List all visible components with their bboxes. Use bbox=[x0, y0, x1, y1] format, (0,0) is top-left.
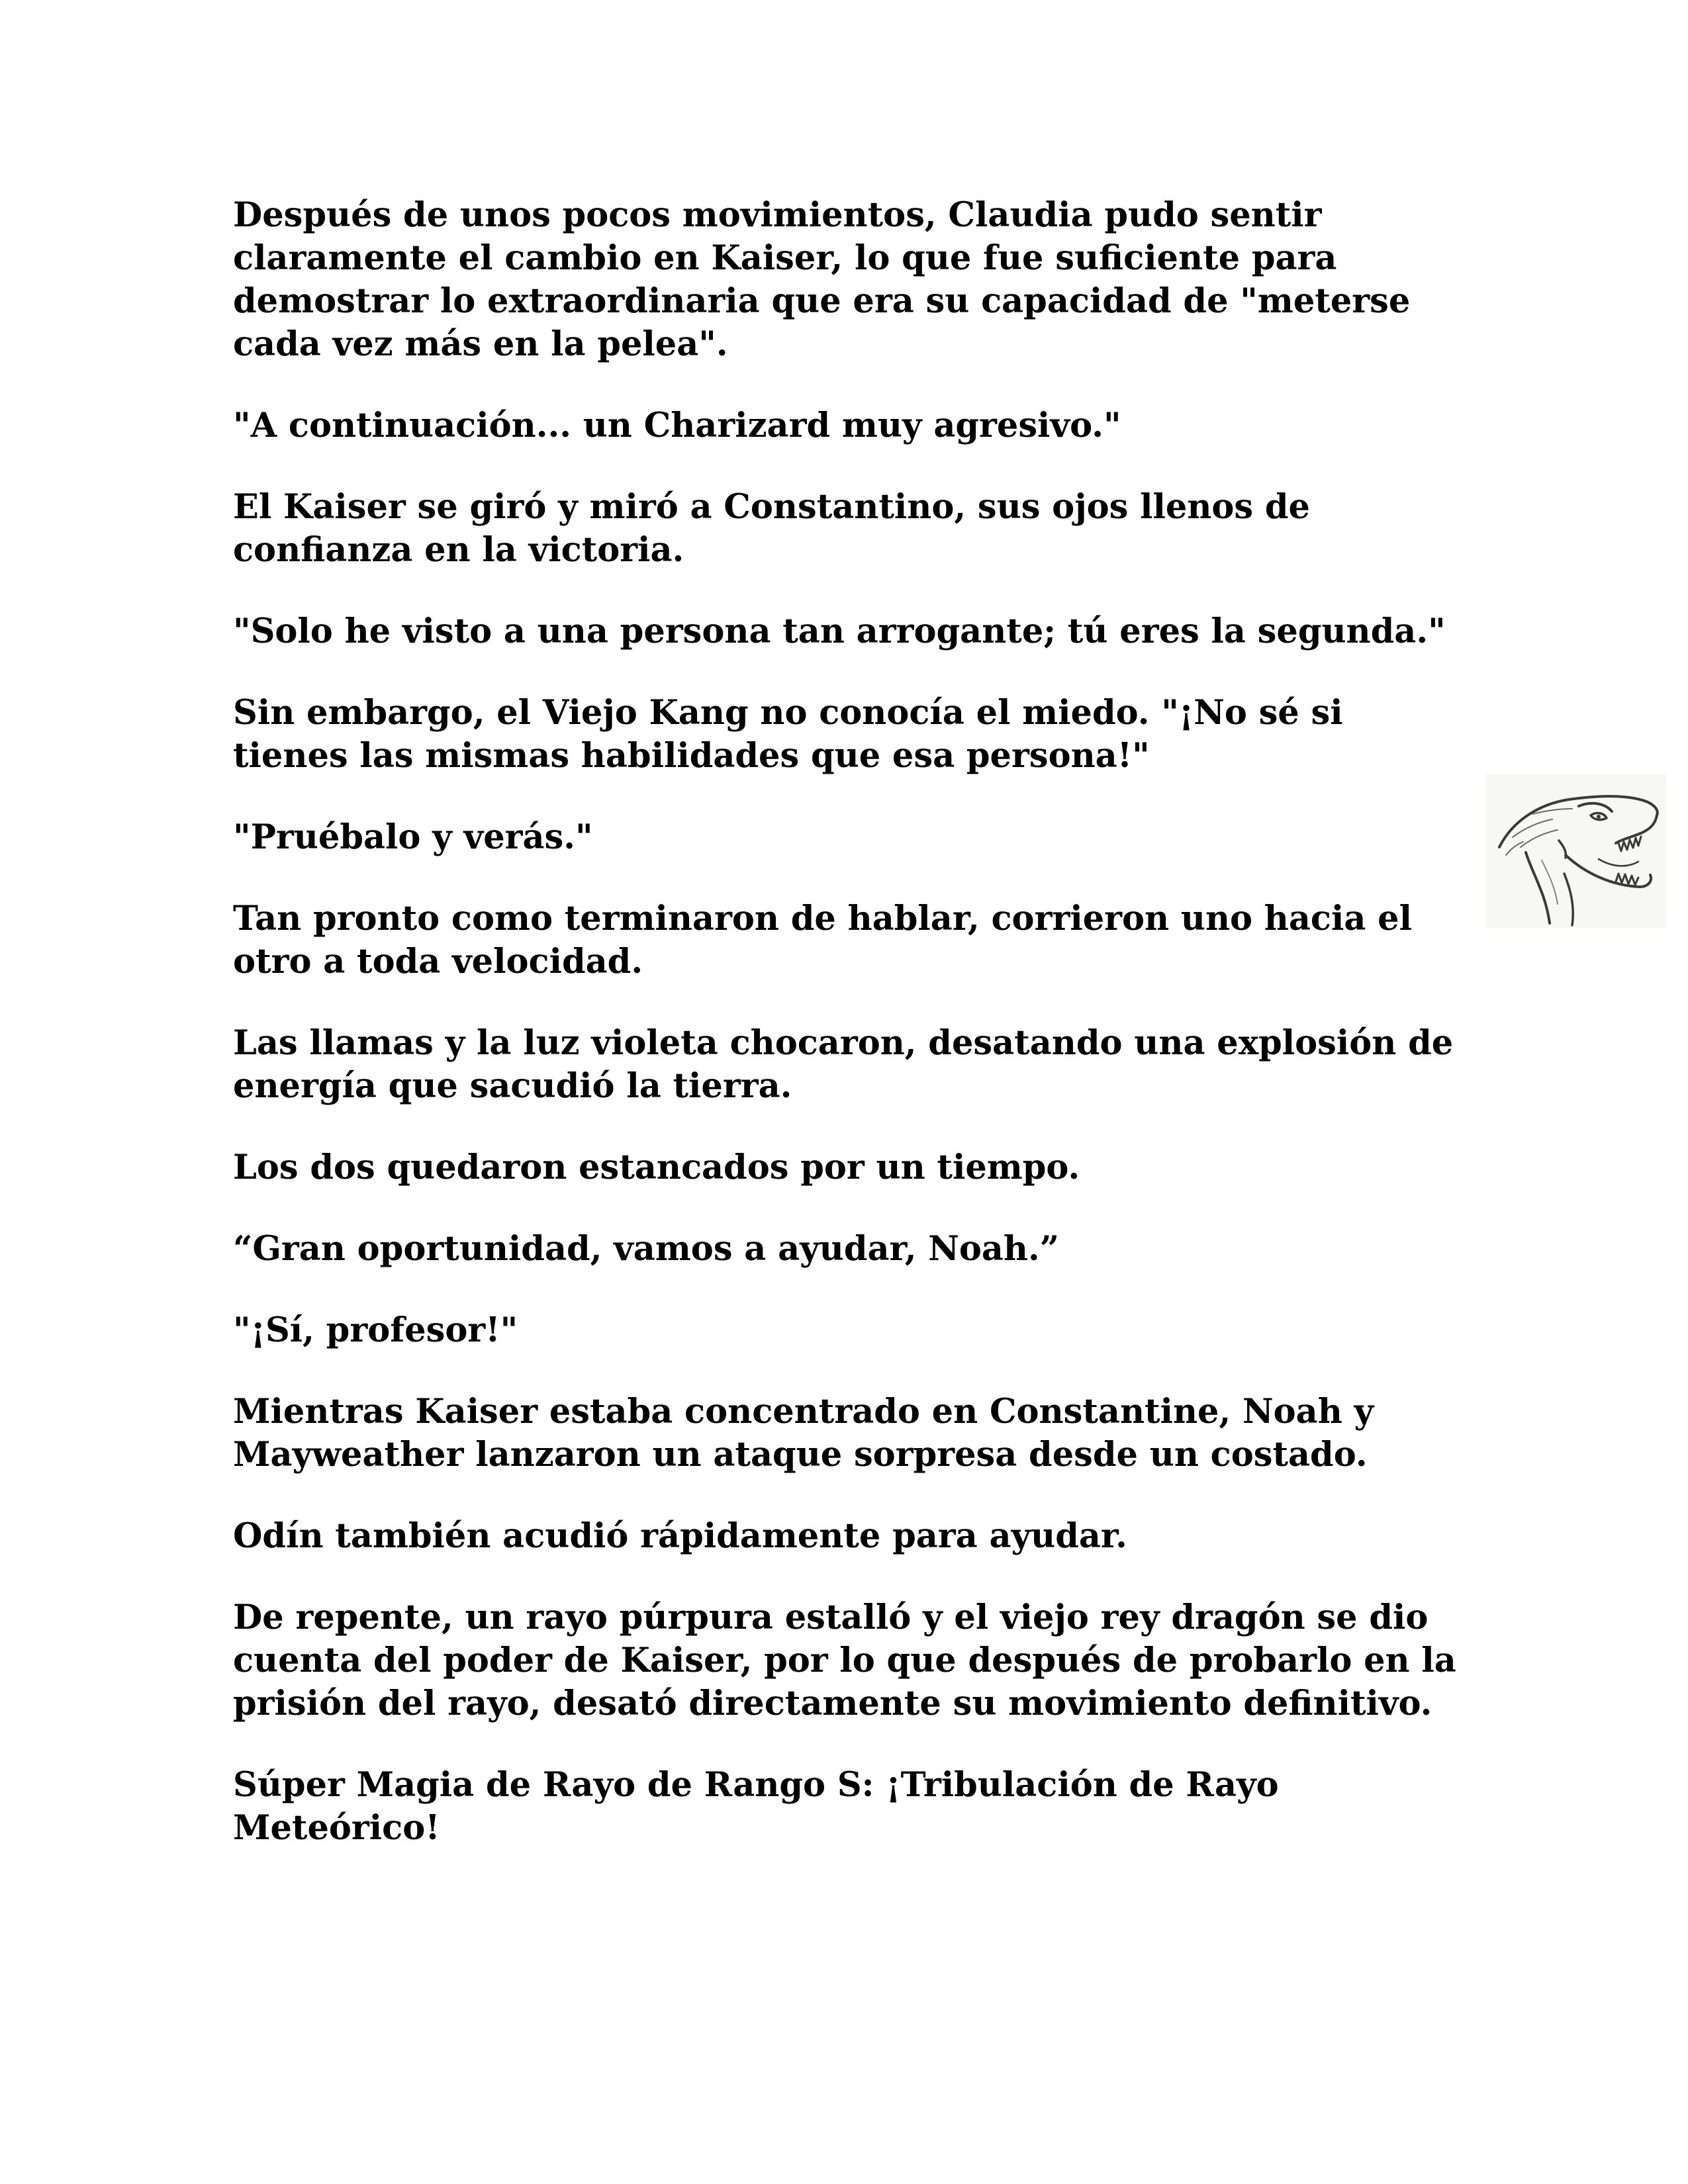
paragraph-8: Las llamas y la luz violeta chocaron, desatando una explosión de energía que sacudió la tierra. bbox=[233, 1023, 1454, 1106]
paragraph-5: Sin embargo, el Viejo Kang no conocía el miedo. "¡No sé si tienes las mismas habilidades que esa persona!" bbox=[233, 693, 1343, 776]
paragraph-13: Odín también acudió rápidamente para ayudar. bbox=[233, 1516, 1127, 1556]
paragraph-15: Súper Magia de Rayo de Rango S: ¡Tribulación de Rayo Meteórico! bbox=[233, 1765, 1279, 1848]
dinosaur-head-sketch-icon bbox=[1486, 774, 1666, 928]
paragraph-6: "Pruébalo y verás." bbox=[233, 817, 593, 857]
paragraph-2: "A continuación... un Charizard muy agresivo." bbox=[233, 406, 1121, 445]
paragraph-9: Los dos quedaron estancados por un tiempo. bbox=[233, 1148, 1080, 1187]
paragraph-14: De repente, un rayo púrpura estalló y el viejo rey dragón se dio cuenta del poder de Kaiser, por lo que después de probarlo en la prisión del rayo, desató directamente su movimiento definitivo. bbox=[233, 1598, 1456, 1723]
paragraph-1: Después de unos pocos movimientos, Claudia pudo sentir claramente el cambio en Kaiser, lo que fue suficiente para demostrar lo extraordinaria que era su capacidad de "meterse cada vez más en la pelea". bbox=[233, 195, 1411, 364]
paragraph-4: "Solo he visto a una persona tan arrogante; tú eres la segunda." bbox=[233, 612, 1446, 651]
paragraph-11: "¡Sí, profesor!" bbox=[233, 1310, 518, 1350]
paragraph-3: El Kaiser se giró y miró a Constantino, sus ojos llenos de confianza en la victoria. bbox=[233, 487, 1310, 570]
paragraph-12: Mientras Kaiser estaba concentrado en Constantine, Noah y Mayweather lanzaron un ataque sorpresa desde un costado. bbox=[233, 1392, 1374, 1475]
paragraph-10: “Gran oportunidad, vamos a ayudar, Noah.” bbox=[233, 1229, 1060, 1269]
paragraph-7: Tan pronto como terminaron de hablar, corrieron uno hacia el otro a toda velocidad. bbox=[233, 899, 1412, 981]
document-body bbox=[233, 194, 1464, 1888]
